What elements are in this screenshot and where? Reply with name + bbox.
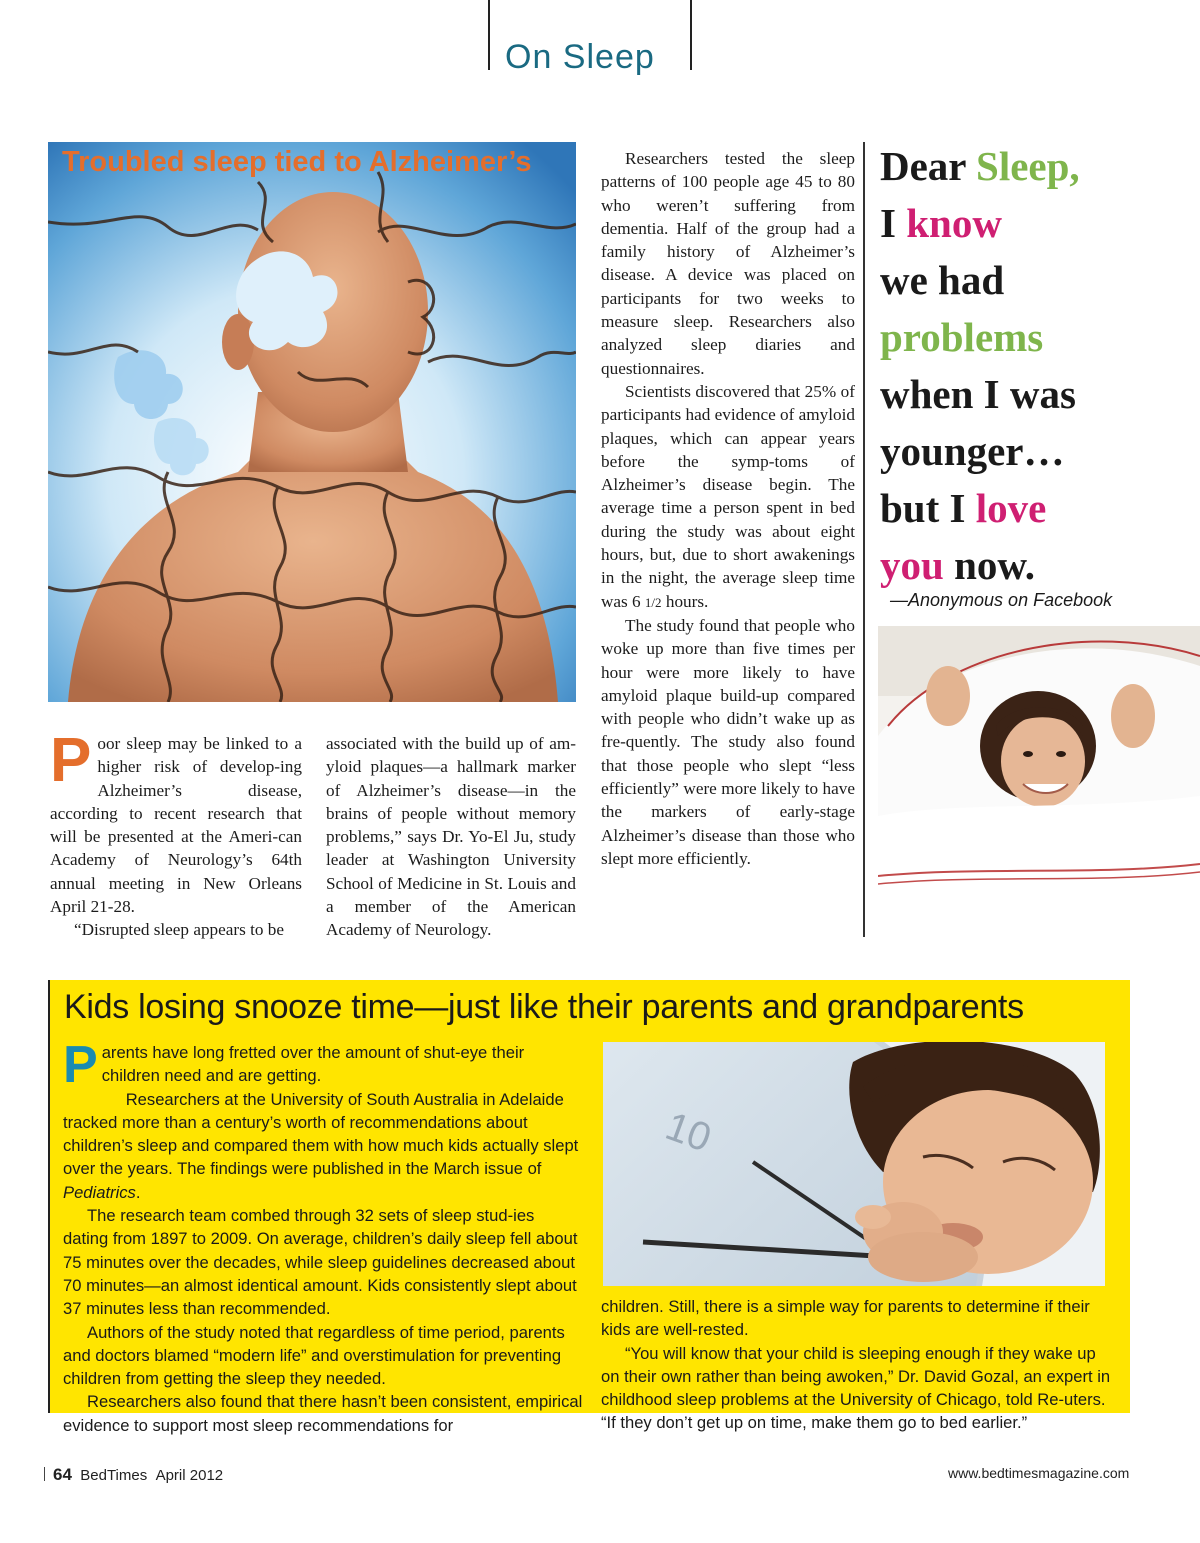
article-paragraph: Researchers tested the sleep patterns of 100 people age 45 to 80 who weren’t suffering from dementia. Half of the group had a family history of Alzheimer’s disease. A device was placed on participants for two weeks to measure sleep. Researchers also analyzed sleep diaries and questionnaires. <box>601 149 855 378</box>
article-headline: Troubled sleep tied to Alzheimer’s <box>62 146 532 178</box>
paragraph-text: . <box>135 1182 141 1202</box>
sidebar-paragraph: The research team combed through 32 sets of sleep stud-ies dating from 1897 to 2009. On average, children’s daily sleep fell about 75 minutes over the decades, while sleep guidelines decreased about 70 minutes—an almost identical amount. Kids consistently slept about 37 minutes less than recommended. <box>63 1206 578 1319</box>
quote-word: Sleep, <box>976 143 1080 189</box>
sidebar-column-1 <box>63 1036 583 1437</box>
quote-word: I <box>880 200 896 246</box>
article-column-3 <box>601 147 855 870</box>
article-column-2 <box>326 732 576 942</box>
article-paragraph <box>601 380 855 614</box>
quote-word: younger… <box>880 428 1065 474</box>
quote-word: problems <box>880 314 1044 360</box>
pull-quote <box>880 138 1080 594</box>
page-number: 64 <box>53 1465 72 1484</box>
header-rule-right <box>690 0 692 70</box>
fraction: 1/2 <box>644 594 662 610</box>
quote-word: Dear <box>880 143 966 189</box>
drop-cap: P <box>63 1036 98 1094</box>
issue-date: April 2012 <box>155 1467 224 1484</box>
svg-text:10: 10 <box>659 1104 717 1161</box>
quote-word: now. <box>954 542 1035 588</box>
quote-word: you <box>880 542 944 588</box>
quote-attribution: —Anonymous on Facebook <box>890 590 1113 610</box>
quote-word: but I <box>880 485 966 531</box>
header-rule-left <box>488 0 490 70</box>
article-paragraph: “Disrupted sleep appears to be <box>74 920 284 940</box>
footer-folio <box>44 1465 223 1485</box>
sidebar-box-edge <box>48 980 50 1413</box>
magazine-name: BedTimes <box>80 1467 148 1484</box>
woman-under-pillow-photo <box>878 626 1200 936</box>
puzzle-head-illustration <box>48 142 576 702</box>
journal-name: Pediatrics <box>63 1182 136 1202</box>
paragraph-text: hours. <box>665 591 709 611</box>
sidebar-paragraph <box>63 1088 583 1204</box>
quote-word: know <box>906 200 1002 246</box>
section-title: On Sleep <box>505 38 655 76</box>
sidebar-paragraph: “You will know that your child is sleeping enough if they wake up on their own rather than being awoken,” Dr. David Gozal, an expert in childhood sleep problems at the University of Chicago, told Re-uters. “If they don’t get up on time, make them go to bed earlier.” <box>601 1343 1111 1433</box>
drop-cap: P <box>50 726 92 795</box>
article-paragraph: oor sleep may be linked to a higher risk of develop-ing Alzheimer’s disease, according to recent research that will be presented at the Ameri-can Academy of Neurology’s 64th annual meeting in New Orleans April 21-28. <box>50 734 302 917</box>
sidebar-column-2 <box>601 1295 1117 1435</box>
article-column-1 <box>50 726 302 942</box>
sidebar-paragraph: arents have long fretted over the amount of shut-eye their children need and are getting. <box>101 1043 525 1086</box>
article-paragraph: associated with the build up of am-yloid plaques—a hallmark marker of Alzheimer’s disease—in the brains of people without memory problems,” says Dr. Yo-El Ju, study leader at Washington University School of Medicine in St. Louis and a member of the American Academy of Neurology. <box>326 734 576 940</box>
sidebar-paragraph: Authors of the study noted that regardless of time period, parents and doctors blamed “modern life” and overstimulation for preventing children from getting the sleep they needed. <box>63 1322 565 1389</box>
sidebar-paragraph: Researchers also found that there hasn’t been consistent, empirical evidence to support most sleep recommendations for <box>63 1392 583 1435</box>
quote-word: we had <box>880 257 1005 303</box>
paragraph-text: Researchers at the University of South Australia in Adelaide tracked more than a century’s worth of recommendations about children’s sleep and compared them with how much kids actually slept over the years. The findings were published in the March issue of <box>63 1089 579 1179</box>
sidebar-headline: Kids losing snooze time—just like their parents and grandparents <box>64 988 1024 1026</box>
sidebar-paragraph: children. Still, there is a simple way for parents to determine if their kids are well-rested. <box>601 1297 1090 1340</box>
paragraph-text: Scientists discovered that 25% of participants had evidence of amyloid plaques, which can appear years before the symp-toms of Alzheimer’s disease begin. The average time a person spent in bed during the study was about eight hours, but, due to short awakenings in the night, the average sleep time was 6 <box>601 381 855 611</box>
sleeping-child-clock-photo <box>603 1042 1105 1286</box>
quote-word: love <box>975 485 1047 531</box>
quote-word: when I was <box>880 371 1076 417</box>
quote-divider <box>863 142 865 937</box>
footer-rule <box>44 1467 45 1481</box>
footer-url: www.bedtimesmagazine.com <box>948 1465 1130 1481</box>
article-paragraph: The study found that people who woke up more than five times per hour were more likely to have amyloid plaque build-up compared with people who didn’t wake up as fre-quently. The study also found that those people who slept “less efficiently” were more likely to have the markers of early-stage Alzheimer’s disease than those who slept more efficiently. <box>601 615 855 868</box>
